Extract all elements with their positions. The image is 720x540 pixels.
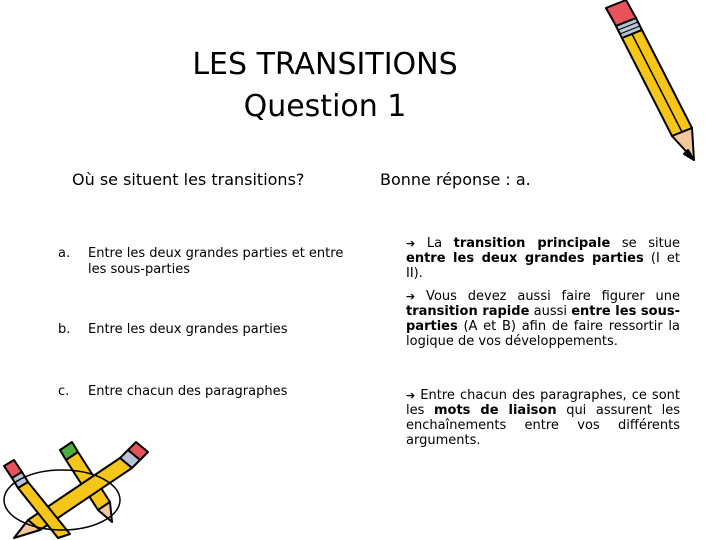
arrow-icon: ➔ xyxy=(406,290,416,303)
pencil-cluster-icon xyxy=(0,430,160,540)
arrow-icon: ➔ xyxy=(406,389,416,402)
pencil-icon xyxy=(570,0,710,185)
option-text: Entre chacun des paragraphes xyxy=(88,384,288,399)
explanation-3: ➔ Entre chacun des paragraphes, ce sont les mots de liaison qui assurent les enchaînements entre vos différents arguments. xyxy=(406,388,681,448)
option-text: Entre les deux grandes parties et entre les sous-parties xyxy=(88,246,344,277)
explanation-1: ➔ La transition principale se situe entre les deux grandes parties (I et II). xyxy=(406,236,681,281)
arrow-icon: ➔ xyxy=(406,237,416,250)
title-line-2: Question 1 xyxy=(243,89,407,124)
option-text: Entre les deux grandes parties xyxy=(88,322,288,337)
answer-heading: Bonne réponse : a. xyxy=(380,170,531,189)
question-text: Où se situent les transitions? xyxy=(72,170,305,189)
option-letter: a. xyxy=(58,246,71,261)
page-title xyxy=(100,44,550,128)
option-letter: b. xyxy=(58,322,71,337)
title-line-1: LES TRANSITIONS xyxy=(192,47,458,82)
option-letter: c. xyxy=(58,384,70,399)
explanation-2: ➔ Vous devez aussi faire figurer une transition rapide aussi entre les sous-parties (A et B) afin de faire ressortir la logique de vos développements. xyxy=(406,289,680,349)
